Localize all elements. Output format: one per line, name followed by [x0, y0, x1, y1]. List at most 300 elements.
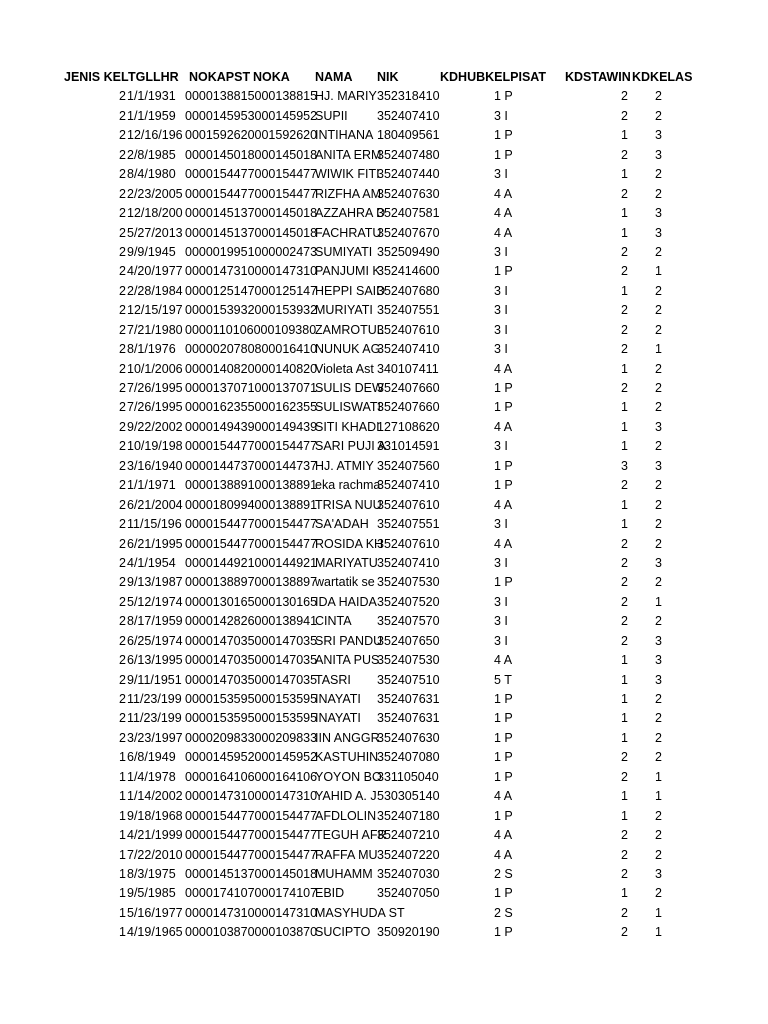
cell-nokapst-noka[interactable]: 0000174107000174107 [185, 886, 318, 901]
cell-nokapst-noka[interactable]: 0000147035000147035 [185, 653, 318, 668]
cell-kdstawin[interactable]: 2 [621, 381, 628, 395]
cell-tgllhr[interactable]: 1/1/1971 [127, 478, 176, 493]
cell-nama[interactable]: ANITA ERM [315, 147, 382, 162]
cell-kdhubkel[interactable]: 4 A [494, 789, 513, 804]
cell-kdhubkel[interactable]: 1 P [494, 147, 513, 162]
cell-kdstawin[interactable]: 2 [621, 244, 628, 259]
cell-nokapst-noka[interactable]: 0000153932000153932 [185, 303, 318, 318]
cell-kdhubkel[interactable]: 4 A [494, 536, 513, 551]
cell-kdstawin[interactable]: 1 [621, 692, 628, 706]
cell-nik[interactable]: 352407030 [377, 866, 440, 881]
cell-kdhubkel[interactable]: 2 S [494, 866, 513, 881]
cell-jenis-kel[interactable]: 2 [119, 594, 126, 609]
cell-kdstawin[interactable]: 1 [621, 672, 628, 687]
cell-jenis-kel[interactable]: 2 [119, 555, 126, 570]
cell-kdkelas[interactable]: 3 [655, 147, 662, 162]
cell-nik[interactable]: 352407180 [377, 808, 440, 823]
cell-nik[interactable]: 350920190 [377, 925, 440, 940]
cell-nama[interactable]: eka rachma [315, 478, 381, 493]
cell-kdhubkel[interactable]: 1 P [494, 458, 513, 473]
cell-kdhubkel[interactable]: 1 P [494, 808, 513, 823]
cell-nokapst-noka[interactable]: 0000145137000145018 [185, 225, 318, 240]
cell-jenis-kel[interactable]: 2 [119, 225, 126, 240]
cell-jenis-kel[interactable]: 2 [119, 322, 126, 337]
cell-tgllhr[interactable]: 10/1/2006 [127, 361, 183, 376]
cell-nokapst-noka[interactable]: 0000130165000130165 [185, 594, 318, 609]
cell-jenis-kel[interactable]: 2 [119, 730, 126, 745]
cell-kdstawin[interactable]: 2 [621, 847, 628, 862]
cell-nokapst-noka[interactable]: 0000154477000154477 [185, 439, 318, 454]
cell-tgllhr[interactable]: 7/21/1980 [127, 322, 183, 337]
cell-kdstawin[interactable]: 2 [621, 769, 628, 784]
cell-jenis-kel[interactable]: 2 [119, 711, 126, 726]
cell-tgllhr[interactable]: 9/11/1951 [127, 672, 182, 687]
cell-nokapst-noka[interactable]: 0000154477000154477 [185, 808, 318, 823]
cell-nama[interactable]: wartatik se [315, 575, 375, 590]
cell-nama[interactable]: AFDLOLIN [315, 808, 377, 823]
cell-kdkelas[interactable]: 2 [655, 847, 662, 862]
cell-nokapst-noka[interactable]: 0000144737000144737 [185, 458, 318, 473]
cell-kdstawin[interactable]: 2 [621, 478, 628, 493]
cell-nokapst-noka[interactable]: 0000153595000153595 [185, 711, 318, 726]
cell-nokapst-noka[interactable]: 0000138891000138891 [185, 478, 318, 493]
cell-jenis-kel[interactable]: 2 [119, 264, 126, 279]
cell-nik[interactable]: 352407551 [377, 303, 440, 318]
cell-nik[interactable]: 530305140 [377, 789, 440, 804]
cell-kdkelas[interactable]: 3 [655, 672, 662, 687]
cell-jenis-kel[interactable]: 1 [119, 905, 126, 920]
cell-kdstawin[interactable]: 1 [621, 361, 628, 376]
cell-kdkelas[interactable]: 2 [655, 167, 662, 182]
cell-kdkelas[interactable]: 1 [655, 342, 662, 357]
cell-kdkelas[interactable]: 2 [655, 283, 662, 298]
cell-jenis-kel[interactable]: 1 [119, 925, 126, 940]
cell-nik[interactable]: 331105040 [377, 769, 439, 784]
cell-kdkelas[interactable]: 2 [655, 614, 662, 629]
cell-nokapst-noka[interactable]: 0000164106000164106 [185, 769, 318, 784]
cell-kdkelas[interactable]: 2 [655, 711, 662, 726]
cell-kdhubkel[interactable]: 4 A [494, 497, 513, 512]
cell-kdhubkel[interactable]: 2 S [494, 905, 513, 920]
cell-kdhubkel[interactable]: 3 I [494, 439, 508, 454]
cell-kdhubkel[interactable]: 4 A [494, 828, 513, 843]
cell-nama[interactable]: YOYON BO [315, 769, 382, 784]
header-jenis-kel[interactable]: JENIS KEL [64, 70, 129, 84]
cell-tgllhr[interactable]: 7/26/1995 [127, 400, 183, 415]
cell-kdhubkel[interactable]: 1 P [494, 692, 513, 706]
cell-kdkelas[interactable]: 2 [655, 186, 662, 201]
cell-jenis-kel[interactable]: 2 [119, 672, 126, 687]
cell-nik[interactable]: 352407410 [377, 342, 440, 357]
cell-kdstawin[interactable]: 1 [621, 886, 628, 901]
cell-nama[interactable]: WIWIK FITI [315, 167, 380, 182]
cell-jenis-kel[interactable]: 2 [119, 419, 126, 434]
cell-tgllhr[interactable]: 1/4/1978 [127, 769, 176, 784]
cell-nik[interactable]: 352318410 [377, 89, 440, 104]
cell-kdstawin[interactable]: 2 [621, 89, 628, 104]
cell-kdstawin[interactable]: 1 [621, 517, 628, 532]
cell-tgllhr[interactable]: 2/28/1984 [127, 283, 183, 298]
cell-nik[interactable]: 352407610 [377, 536, 440, 551]
cell-tgllhr[interactable]: 2/8/1985 [127, 147, 176, 162]
cell-kdhubkel[interactable]: 1 P [494, 89, 513, 104]
cell-kdhubkel[interactable]: 3 I [494, 594, 508, 609]
cell-kdhubkel[interactable]: 3 I [494, 167, 508, 182]
cell-kdhubkel[interactable]: 1 P [494, 730, 513, 745]
cell-jenis-kel[interactable]: 2 [119, 497, 126, 512]
cell-kdstawin[interactable]: 2 [621, 633, 628, 648]
cell-kdkelas[interactable]: 2 [655, 381, 662, 395]
header-nik[interactable]: NIK [377, 70, 399, 84]
cell-tgllhr[interactable]: 6/25/1974 [127, 633, 183, 648]
cell-jenis-kel[interactable]: 2 [119, 517, 126, 532]
cell-nokapst-noka[interactable]: 0000145018000145018 [185, 147, 318, 162]
cell-nokapst-noka[interactable]: 0000154477000154477 [185, 186, 318, 201]
cell-jenis-kel[interactable]: 2 [119, 167, 126, 182]
cell-kdstawin[interactable]: 2 [621, 925, 628, 940]
cell-nokapst-noka[interactable]: 0000149439000149439 [185, 419, 318, 434]
cell-kdstawin[interactable]: 2 [621, 322, 628, 337]
cell-kdkelas[interactable]: 2 [655, 730, 662, 745]
cell-kdhubkel[interactable]: 4 A [494, 653, 513, 668]
cell-jenis-kel[interactable]: 2 [119, 303, 126, 318]
cell-kdkelas[interactable]: 2 [655, 89, 662, 104]
cell-kdstawin[interactable]: 2 [621, 303, 628, 318]
cell-nama[interactable]: SARI PUJI A [315, 439, 386, 454]
cell-kdstawin[interactable]: 2 [621, 905, 628, 920]
header-kdkelas[interactable]: KDKELAS [632, 70, 693, 84]
cell-kdstawin[interactable]: 1 [621, 206, 628, 221]
cell-nama[interactable]: TRISA NUU [315, 497, 382, 512]
cell-tgllhr[interactable]: 4/1/1954 [127, 555, 176, 570]
cell-kdkelas[interactable]: 2 [655, 828, 662, 843]
cell-tgllhr[interactable]: 6/21/1995 [127, 536, 183, 551]
cell-nama[interactable]: IIN ANGGR [315, 730, 380, 745]
cell-jenis-kel[interactable]: 2 [119, 478, 126, 493]
cell-nokapst-noka[interactable]: 0000180994000138891 [185, 497, 318, 512]
cell-nama[interactable]: HEPPI SAID [315, 283, 386, 298]
cell-kdhubkel[interactable]: 3 I [494, 108, 508, 123]
header-kdhubkelpisat[interactable]: KDHUBKELPISAT [440, 70, 547, 84]
cell-nik[interactable]: 352407660 [377, 400, 440, 415]
cell-nama[interactable]: SITI KHADI [315, 419, 380, 434]
cell-kdkelas[interactable]: 3 [655, 555, 662, 570]
cell-kdkelas[interactable]: 1 [655, 905, 662, 920]
header-tgllhr[interactable]: TGLLHR [128, 70, 179, 84]
cell-nama[interactable]: ZAMROTUL [315, 322, 384, 337]
cell-nama[interactable]: Violeta Ast [315, 361, 374, 376]
cell-tgllhr[interactable]: 1/14/2002 [127, 789, 183, 804]
cell-nokapst-noka[interactable]: 0000125147000125147 [185, 283, 318, 298]
cell-jenis-kel[interactable]: 2 [119, 653, 126, 668]
cell-tgllhr[interactable]: 8/3/1975 [127, 866, 176, 881]
cell-kdkelas[interactable]: 2 [655, 439, 662, 454]
cell-jenis-kel[interactable]: 2 [119, 89, 126, 104]
cell-nokapst-noka[interactable]: 0000145953000145952 [185, 108, 318, 123]
cell-nik[interactable]: 352407631 [377, 692, 440, 706]
cell-kdkelas[interactable]: 3 [655, 128, 662, 143]
cell-nama[interactable]: YAHID A. J [315, 789, 377, 804]
cell-kdstawin[interactable]: 1 [621, 439, 628, 454]
cell-kdstawin[interactable]: 2 [621, 614, 628, 629]
cell-kdkelas[interactable]: 2 [655, 361, 662, 376]
cell-nik[interactable]: 352407670 [377, 225, 440, 240]
cell-tgllhr[interactable]: 8/4/1980 [127, 167, 176, 182]
cell-kdkelas[interactable]: 2 [655, 575, 662, 590]
cell-kdkelas[interactable]: 2 [655, 322, 662, 337]
cell-kdstawin[interactable]: 1 [621, 653, 628, 668]
cell-kdhubkel[interactable]: 4 A [494, 206, 513, 221]
cell-kdkelas[interactable]: 3 [655, 225, 662, 240]
cell-nokapst-noka[interactable]: 0000154477000154477 [185, 167, 318, 182]
cell-kdkelas[interactable]: 2 [655, 303, 662, 318]
cell-nama[interactable]: AZZAHRA D [315, 206, 386, 221]
cell-kdstawin[interactable]: 1 [621, 789, 628, 804]
cell-kdhubkel[interactable]: 1 P [494, 264, 513, 279]
cell-nik[interactable]: 340107411 [377, 361, 439, 376]
cell-nama[interactable]: KASTUHIN [315, 750, 379, 765]
cell-kdhubkel[interactable]: 1 P [494, 478, 513, 493]
cell-tgllhr[interactable]: 6/13/1995 [127, 653, 183, 668]
cell-nik[interactable]: 352407410 [377, 478, 440, 493]
cell-kdstawin[interactable]: 1 [621, 283, 628, 298]
cell-kdstawin[interactable]: 1 [621, 497, 628, 512]
cell-nik[interactable]: 352407570 [377, 614, 440, 629]
cell-nik[interactable]: 352407610 [377, 322, 440, 337]
cell-kdstawin[interactable]: 2 [621, 147, 628, 162]
header-nokapst[interactable]: NOKAPST [189, 70, 251, 84]
cell-kdstawin[interactable]: 2 [621, 108, 628, 123]
cell-nik[interactable]: 127108620 [377, 419, 440, 434]
cell-nama[interactable]: SULIS DEW [315, 381, 384, 395]
cell-nik[interactable]: 180409561 [377, 128, 440, 143]
cell-nokapst-noka[interactable]: 0000145952000145952 [185, 750, 318, 765]
cell-kdhubkel[interactable]: 1 P [494, 128, 513, 143]
cell-nama[interactable]: CINTA [315, 614, 352, 629]
cell-kdkelas[interactable]: 1 [655, 594, 662, 609]
cell-nama[interactable]: SULISWATI [315, 400, 381, 415]
cell-nik[interactable]: 352407410 [377, 108, 440, 123]
cell-tgllhr[interactable]: 3/16/1940 [127, 458, 183, 473]
cell-nokapst-noka[interactable]: 0000145137000145018 [185, 206, 318, 221]
cell-nokapst-noka[interactable]: 0000209833000209833 [185, 730, 318, 745]
cell-nik[interactable]: 352407581 [377, 206, 440, 221]
cell-nokapst-noka[interactable]: 0000144921000144921 [185, 555, 318, 570]
cell-jenis-kel[interactable]: 2 [119, 342, 126, 357]
cell-kdhubkel[interactable]: 5 T [494, 672, 512, 687]
cell-nokapst-noka[interactable]: 0000147310000147310 [185, 264, 318, 279]
cell-kdhubkel[interactable]: 3 I [494, 244, 508, 259]
cell-jenis-kel[interactable]: 1 [119, 886, 126, 901]
cell-nokapst-noka[interactable]: 0000138815000138815 [185, 89, 318, 104]
cell-nama[interactable]: RIZFHA AM [315, 186, 381, 201]
cell-tgllhr[interactable]: 9/13/1987 [127, 575, 183, 590]
cell-nama[interactable]: EBID [315, 886, 345, 901]
cell-nokapst-noka[interactable]: 0000147035000147035 [185, 633, 318, 648]
cell-jenis-kel[interactable]: 2 [119, 283, 126, 298]
cell-kdkelas[interactable]: 3 [655, 206, 662, 221]
cell-nama[interactable]: TEGUH AFR [315, 828, 387, 843]
cell-nokapst-noka[interactable]: 0000110106000109380 [185, 322, 317, 337]
cell-nama[interactable]: MASYHUDA ST [315, 905, 405, 920]
cell-nokapst-noka[interactable]: 0000019951000002473 [185, 244, 318, 259]
cell-kdhubkel[interactable]: 1 P [494, 925, 513, 940]
cell-nama[interactable]: SRI PANDU [315, 633, 383, 648]
cell-jenis-kel[interactable]: 2 [119, 147, 126, 162]
cell-nik[interactable]: 331014591 [377, 439, 440, 454]
cell-kdstawin[interactable]: 2 [621, 575, 628, 590]
header-nama[interactable]: NAMA [315, 70, 353, 84]
cell-kdhubkel[interactable]: 1 P [494, 750, 513, 765]
cell-kdkelas[interactable]: 3 [655, 633, 662, 648]
cell-nik[interactable]: 352407520 [377, 594, 440, 609]
cell-nokapst-noka[interactable]: 0000162355000162355 [185, 400, 318, 415]
cell-kdstawin[interactable]: 1 [621, 730, 628, 745]
cell-kdkelas[interactable]: 2 [655, 808, 662, 823]
cell-tgllhr[interactable]: 8/1/1976 [127, 342, 176, 357]
cell-kdhubkel[interactable]: 3 I [494, 322, 508, 337]
cell-tgllhr[interactable]: 9/18/1968 [127, 808, 183, 823]
cell-nik[interactable]: 352407410 [377, 555, 440, 570]
cell-jenis-kel[interactable]: 2 [119, 536, 126, 551]
cell-jenis-kel[interactable]: 1 [119, 847, 126, 862]
cell-kdhubkel[interactable]: 3 I [494, 303, 508, 318]
cell-kdkelas[interactable]: 1 [655, 264, 662, 279]
cell-jenis-kel[interactable]: 1 [119, 750, 126, 765]
cell-kdkelas[interactable]: 3 [655, 419, 662, 434]
cell-tgllhr[interactable]: 9/5/1985 [127, 886, 176, 901]
cell-tgllhr[interactable]: 11/15/196 [127, 517, 182, 532]
cell-kdhubkel[interactable]: 4 A [494, 847, 513, 862]
cell-jenis-kel[interactable]: 2 [119, 128, 126, 143]
cell-tgllhr[interactable]: 4/20/1977 [127, 264, 183, 279]
cell-nama[interactable]: INAYATI [315, 692, 361, 706]
cell-nik[interactable]: 352407510 [377, 672, 440, 687]
cell-kdstawin[interactable]: 1 [621, 225, 628, 240]
cell-nokapst-noka[interactable]: 0001592620001592620 [185, 128, 318, 143]
cell-nokapst-noka[interactable]: 0000138897000138897 [185, 575, 318, 590]
cell-nama[interactable]: HJ. ATMIY [315, 458, 374, 473]
cell-kdstawin[interactable]: 2 [621, 866, 628, 881]
cell-nokapst-noka[interactable]: 0000137071000137071 [185, 381, 318, 395]
cell-nik[interactable]: 352407480 [377, 147, 440, 162]
cell-nik[interactable]: 352407680 [377, 283, 440, 298]
cell-kdhubkel[interactable]: 3 I [494, 633, 508, 648]
cell-jenis-kel[interactable]: 2 [119, 633, 126, 648]
cell-tgllhr[interactable]: 7/26/1995 [127, 381, 183, 395]
cell-kdstawin[interactable]: 2 [621, 828, 628, 843]
cell-kdhubkel[interactable]: 3 I [494, 517, 508, 532]
cell-kdhubkel[interactable]: 1 P [494, 711, 513, 726]
cell-nama[interactable]: TASRI [315, 672, 351, 687]
cell-kdkelas[interactable]: 2 [655, 517, 662, 532]
cell-kdstawin[interactable]: 1 [621, 128, 628, 143]
cell-kdhubkel[interactable]: 4 A [494, 419, 513, 434]
cell-tgllhr[interactable]: 8/17/1959 [127, 614, 183, 629]
cell-nama[interactable]: SUCIPTO [315, 925, 371, 940]
cell-kdstawin[interactable]: 2 [621, 594, 628, 609]
cell-nama[interactable]: IDA HAIDA [315, 594, 377, 609]
cell-nokapst-noka[interactable]: 0000103870000103870 [185, 925, 318, 940]
cell-jenis-kel[interactable]: 1 [119, 769, 126, 784]
cell-nokapst-noka[interactable]: 0000020780800016410 [185, 342, 318, 357]
cell-tgllhr[interactable]: 5/12/1974 [127, 594, 183, 609]
cell-kdstawin[interactable]: 1 [621, 419, 628, 434]
cell-jenis-kel[interactable]: 2 [119, 186, 126, 201]
cell-kdhubkel[interactable]: 1 P [494, 381, 513, 395]
cell-nokapst-noka[interactable]: 0000154477000154477 [185, 517, 318, 532]
cell-tgllhr[interactable]: 5/16/1977 [127, 905, 183, 920]
cell-tgllhr[interactable]: 9/9/1945 [127, 244, 176, 259]
cell-nama[interactable]: SA'ADAH [315, 517, 369, 532]
cell-nik[interactable]: 352407050 [377, 886, 440, 901]
cell-tgllhr[interactable]: 4/21/1999 [127, 828, 183, 843]
cell-kdkelas[interactable]: 2 [655, 750, 662, 765]
cell-nama[interactable]: HJ. MARIY [315, 89, 377, 104]
cell-kdstawin[interactable]: 2 [621, 264, 628, 279]
cell-jenis-kel[interactable]: 2 [119, 381, 126, 395]
cell-tgllhr[interactable]: 12/16/196 [127, 128, 183, 143]
cell-kdstawin[interactable]: 1 [621, 400, 628, 415]
cell-kdkelas[interactable]: 1 [655, 769, 662, 784]
cell-jenis-kel[interactable]: 2 [119, 400, 126, 415]
cell-nik[interactable]: 352414600 [377, 264, 440, 279]
cell-kdhubkel[interactable]: 3 I [494, 283, 508, 298]
cell-tgllhr[interactable]: 4/19/1965 [127, 925, 183, 940]
cell-nik[interactable]: 352407210 [377, 828, 440, 843]
cell-kdstawin[interactable]: 2 [621, 750, 628, 765]
header-noka[interactable]: NOKA [253, 70, 290, 84]
cell-tgllhr[interactable]: 5/27/2013 [127, 225, 183, 240]
cell-nama[interactable]: PANJUMI K [315, 264, 381, 279]
cell-nik[interactable]: 352407631 [377, 711, 440, 726]
cell-kdkelas[interactable]: 2 [655, 478, 662, 493]
cell-kdhubkel[interactable]: 1 P [494, 575, 513, 590]
cell-jenis-kel[interactable]: 2 [119, 575, 126, 590]
cell-kdstawin[interactable]: 2 [621, 555, 628, 570]
cell-nik[interactable]: 352509490 [377, 244, 440, 259]
cell-nama[interactable]: MURIYATI [315, 303, 373, 318]
cell-nokapst-noka[interactable]: 0000147310000147310 [185, 905, 318, 920]
cell-nik[interactable]: 352407560 [377, 458, 440, 473]
cell-nama[interactable]: FACHRATU [315, 225, 382, 240]
cell-nama[interactable]: RAFFA MU [315, 847, 378, 862]
cell-tgllhr[interactable]: 6/8/1949 [127, 750, 176, 765]
cell-jenis-kel[interactable]: 2 [119, 108, 126, 123]
cell-tgllhr[interactable]: 11/23/199 [127, 692, 182, 706]
cell-nokapst-noka[interactable]: 0000154477000154477 [185, 828, 318, 843]
cell-kdstawin[interactable]: 2 [621, 186, 628, 201]
cell-kdkelas[interactable]: 3 [655, 653, 662, 668]
cell-nokapst-noka[interactable]: 0000154477000154477 [185, 536, 318, 551]
cell-nokapst-noka[interactable]: 0000140820000140820 [185, 361, 318, 376]
cell-kdstawin[interactable]: 2 [621, 536, 628, 551]
cell-kdstawin[interactable]: 1 [621, 808, 628, 823]
cell-nik[interactable]: 352407650 [377, 633, 440, 648]
cell-tgllhr[interactable]: 10/19/198 [127, 439, 183, 454]
cell-tgllhr[interactable]: 12/15/197 [127, 303, 183, 318]
cell-kdhubkel[interactable]: 1 P [494, 886, 513, 901]
cell-nama[interactable]: MARIYATU [315, 555, 378, 570]
cell-kdkelas[interactable]: 3 [655, 866, 662, 881]
cell-tgllhr[interactable]: 1/1/1931 [127, 89, 176, 104]
cell-jenis-kel[interactable]: 2 [119, 244, 126, 259]
cell-kdstawin[interactable]: 2 [621, 342, 628, 357]
cell-nama[interactable]: ANITA PUS [315, 653, 380, 668]
cell-nokapst-noka[interactable]: 0000147035000147035 [185, 672, 318, 687]
cell-kdstawin[interactable]: 1 [621, 167, 628, 182]
cell-jenis-kel[interactable]: 1 [119, 808, 126, 823]
